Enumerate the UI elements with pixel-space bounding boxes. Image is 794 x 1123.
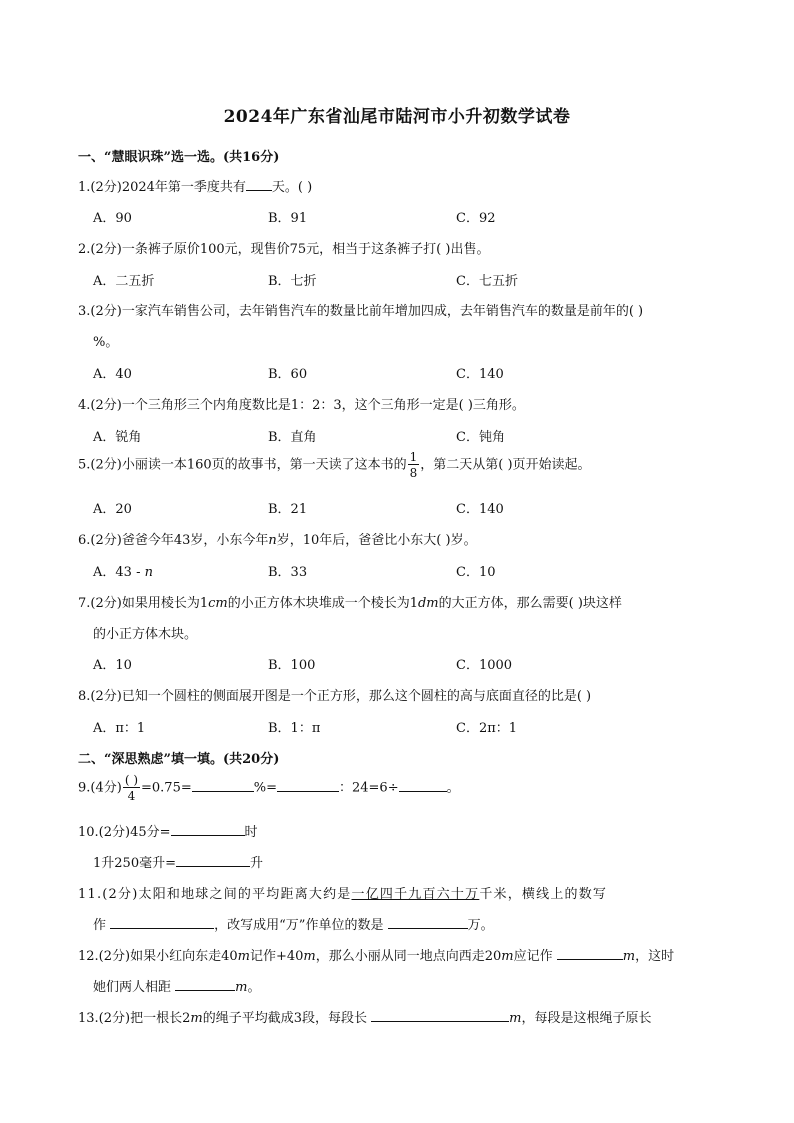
answer-blank[interactable]	[277, 778, 339, 792]
answer-blank[interactable]	[110, 915, 214, 929]
option-b[interactable]: B．直角	[268, 430, 317, 445]
answer-blank[interactable]	[388, 915, 468, 929]
answer-blank[interactable]	[175, 977, 235, 991]
option-c[interactable]: C．140	[456, 502, 504, 517]
option-b[interactable]: B．21	[268, 502, 308, 517]
option-c[interactable]: C．1000	[456, 658, 513, 673]
option-c[interactable]: C．七五折	[456, 274, 518, 289]
question-6: 6.(2分)爸爸今年43岁，小东今年n岁，10年后，爸爸比小东大( )岁。	[78, 533, 477, 548]
option-b[interactable]: B．100	[268, 658, 316, 673]
question-12-line-2: 她们两人相距 m。	[93, 976, 261, 995]
option-c[interactable]: C．钝角	[456, 430, 505, 445]
option-b[interactable]: B．60	[268, 367, 308, 382]
question-5: 5.(2分)小丽读一本160页的故事书，第一天读了这本书的 $\frac{1}{8}$ ，第二天从第( )页开始读起。	[78, 450, 591, 480]
option-b[interactable]: B．1：π	[268, 721, 321, 736]
question-7-continued: 的小正方体木块。	[93, 627, 198, 642]
question-11-line-2: 作 ，改写成用“万”作单位的数是 万。	[93, 914, 494, 933]
question-10-line-2: 1升250毫升= 升	[93, 852, 263, 871]
question-7: 7.(2分)如果用棱长为1cm的小正方体木块堆成一个棱长为1dm的大正方体，那么需要( )块这样	[78, 596, 622, 611]
section-heading-1: 一、“慧眼识珠”选一选。(共16分)	[78, 150, 280, 165]
option-c[interactable]: C．92	[456, 211, 496, 226]
option-b[interactable]: B．33	[268, 565, 308, 580]
option-a[interactable]: A．10	[93, 658, 132, 673]
answer-blank[interactable]	[246, 177, 272, 191]
option-b[interactable]: B．七折	[268, 274, 317, 289]
fraction: $\frac{1}{8}$	[409, 450, 418, 480]
question-12: 12.(2分)如果小红向东走40m记作+40m，那么小丽从同一地点向西走20m应记作 m，这时	[78, 945, 674, 964]
option-c[interactable]: C．2π：1	[456, 721, 518, 736]
question-2: 2.(2分)一条裤子原价100元，现售价75元，相当于这条裤子打( )出售。	[78, 242, 490, 257]
option-c[interactable]: C．10	[456, 565, 496, 580]
option-a[interactable]: A．锐角	[93, 430, 142, 445]
option-a[interactable]: A．43 - n	[93, 565, 153, 580]
question-4: 4.(2分)一个三角形三个内角度数比是1：2：3，这个三角形一定是( )三角形。	[78, 398, 525, 413]
option-a[interactable]: A．20	[93, 502, 132, 517]
option-b[interactable]: B．91	[268, 211, 308, 226]
question-3-continued: %。	[93, 335, 119, 350]
question-8: 8.(2分)已知一个圆柱的侧面展开图是一个正方形，那么这个圆柱的高与底面直径的比是( )	[78, 689, 592, 704]
answer-blank[interactable]	[557, 946, 623, 960]
question-10: 10.(2分)45分= 时	[78, 821, 258, 840]
fraction: $\frac{( )}{4}$	[124, 773, 139, 803]
answer-blank[interactable]	[192, 778, 254, 792]
option-a[interactable]: A．二五折	[93, 274, 155, 289]
option-a[interactable]: A．90	[93, 211, 132, 226]
option-a[interactable]: A．π：1	[93, 721, 146, 736]
answer-blank[interactable]	[399, 778, 447, 792]
question-3: 3.(2分)一家汽车销售公司，去年销售汽车的数量比前年增加四成，去年销售汽车的数量是前年的( )	[78, 304, 644, 319]
section-heading-2: 二、“深思熟虑”填一填。(共20分)	[78, 752, 280, 767]
option-a[interactable]: A．40	[93, 367, 132, 382]
answer-blank[interactable]	[371, 1008, 509, 1022]
option-c[interactable]: C．140	[456, 367, 504, 382]
question-9: 9.(4分) $\frac{( )}{4}$ =0.75= %= ：24=6÷ 。	[78, 773, 460, 803]
question-1: 1.(2分)2024年第一季度共有 天。( )	[78, 176, 312, 195]
question-13: 13.(2分)把一根长2m的绳子平均截成3段，每段长 m，每段是这根绳子原长	[78, 1007, 651, 1026]
question-11: 11.(2分)太阳和地球之间的平均距离大约是一亿四千九百六十万千米，横线上的数写	[78, 887, 608, 902]
answer-blank[interactable]	[171, 822, 245, 836]
answer-blank[interactable]	[176, 853, 250, 867]
page-title: 2024年广东省汕尾市陆河市小升初数学试卷	[223, 107, 571, 127]
